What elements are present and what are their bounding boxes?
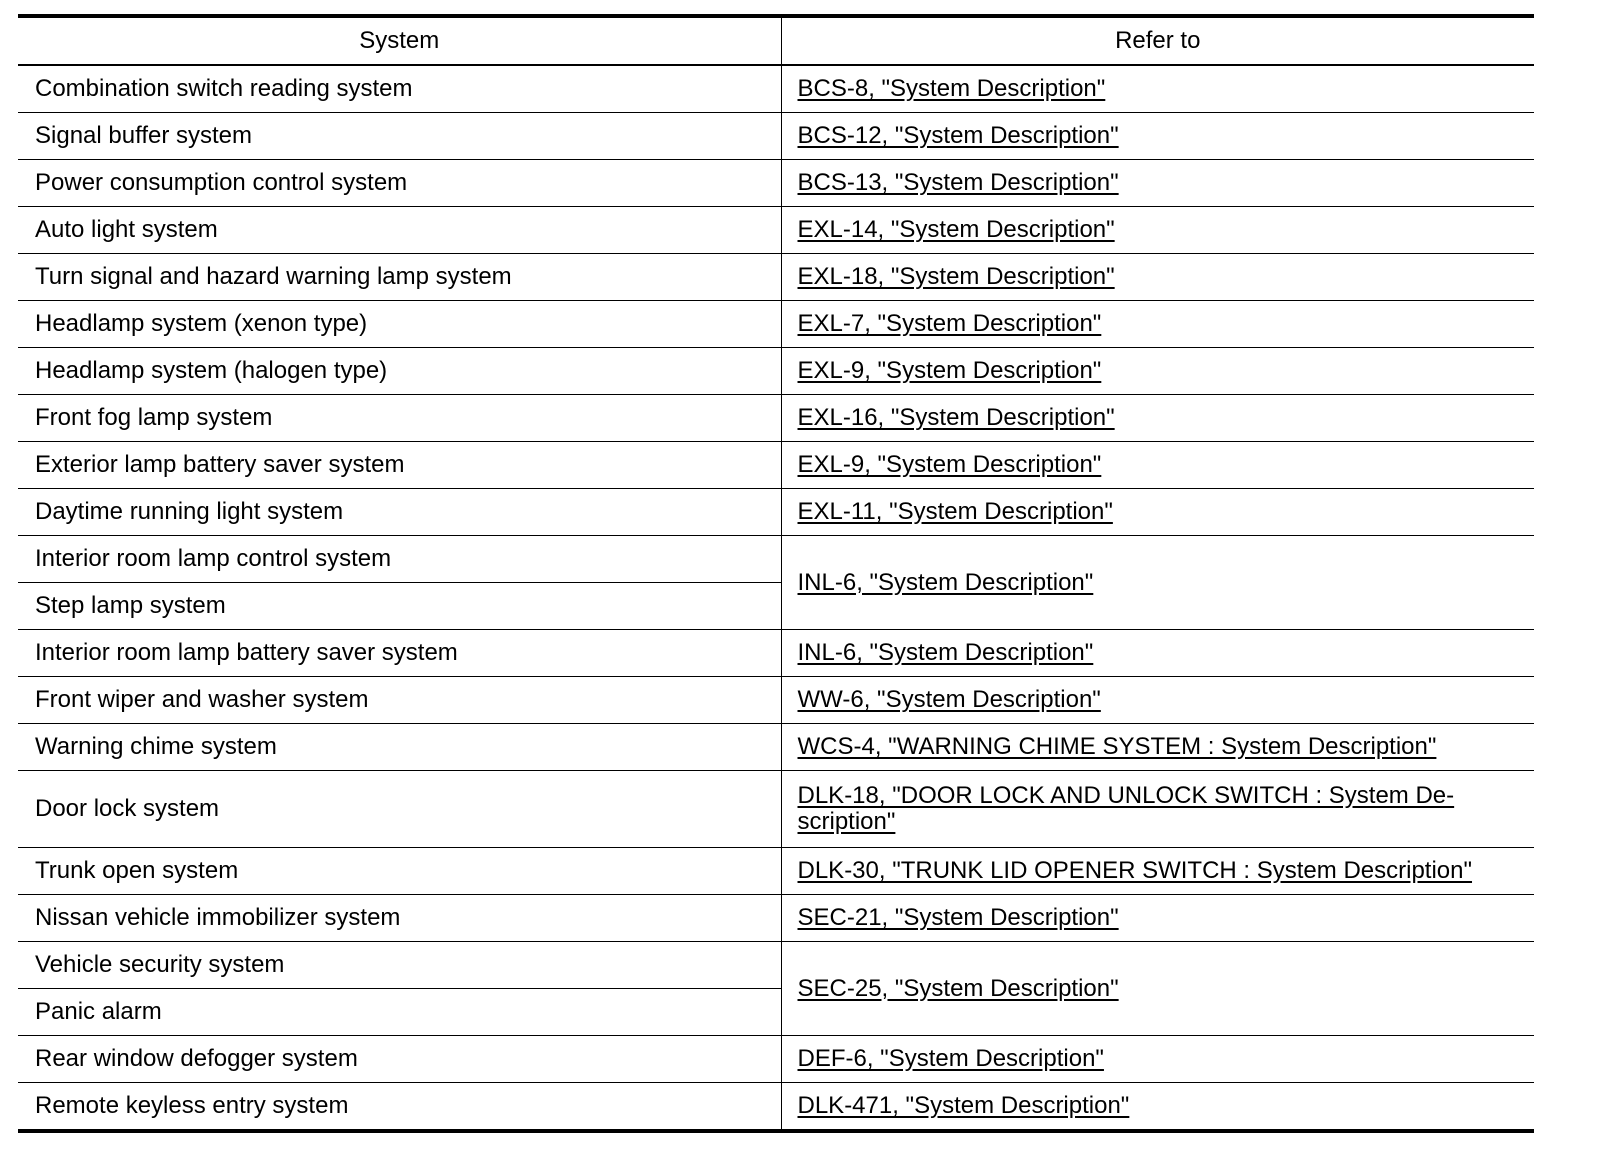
table-row: [18, 848, 1534, 895]
table-row: [18, 65, 1534, 113]
header-refer-to: Refer to: [781, 16, 1534, 65]
reference-link[interactable]: BCS-8, "System Description": [797, 75, 1106, 102]
table-row: [18, 301, 1534, 348]
system-cell: Remote keyless entry system: [18, 1083, 781, 1132]
system-cell: Interior room lamp control system: [18, 536, 781, 583]
refer-cell: [781, 895, 1534, 942]
refer-cell: [781, 1036, 1534, 1083]
refer-cell: [781, 942, 1534, 1036]
table-row: [18, 395, 1534, 442]
refer-cell: [781, 1083, 1534, 1132]
refer-cell: [781, 113, 1534, 160]
reference-link[interactable]: INL-6, "System Description": [797, 639, 1094, 666]
header-row: [18, 16, 1534, 65]
table-row: [18, 1083, 1534, 1132]
refer-cell: [781, 254, 1534, 301]
reference-link[interactable]: WCS-4, "WARNING CHIME SYSTEM : System Description": [797, 733, 1437, 760]
reference-link[interactable]: BCS-13, "System Description": [797, 169, 1119, 196]
system-cell: Headlamp system (halogen type): [18, 348, 781, 395]
refer-cell: [781, 442, 1534, 489]
system-cell: Headlamp system (xenon type): [18, 301, 781, 348]
reference-link[interactable]: EXL-9, "System Description": [797, 357, 1102, 384]
system-cell: Panic alarm: [18, 989, 781, 1036]
header-system: System: [18, 16, 781, 65]
system-cell: Front wiper and washer system: [18, 677, 781, 724]
table-row: [18, 254, 1534, 301]
reference-link[interactable]: SEC-21, "System Description": [797, 904, 1119, 931]
system-reference-table: [18, 14, 1534, 1133]
system-cell: Interior room lamp battery saver system: [18, 630, 781, 677]
reference-link[interactable]: WW-6, "System Description": [797, 686, 1101, 713]
reference-link[interactable]: EXL-14, "System Description": [797, 216, 1115, 243]
table-row: [18, 895, 1534, 942]
reference-link[interactable]: DEF-6, "System Description": [797, 1045, 1104, 1072]
system-cell: Door lock system: [18, 771, 781, 848]
system-cell: Vehicle security system: [18, 942, 781, 989]
table-row: [18, 160, 1534, 207]
reference-link[interactable]: EXL-18, "System Description": [797, 263, 1115, 290]
table-row: [18, 348, 1534, 395]
system-cell: Signal buffer system: [18, 113, 781, 160]
system-cell: Combination switch reading system: [18, 65, 781, 113]
refer-cell: [781, 848, 1534, 895]
refer-cell: [781, 395, 1534, 442]
system-cell: Nissan vehicle immobilizer system: [18, 895, 781, 942]
table-row: [18, 771, 1534, 848]
reference-link[interactable]: SEC-25, "System Description": [797, 974, 1119, 1002]
reference-link[interactable]: EXL-16, "System Description": [797, 404, 1115, 431]
system-cell: Trunk open system: [18, 848, 781, 895]
refer-cell: [781, 771, 1534, 848]
refer-cell: [781, 160, 1534, 207]
table-row: [18, 442, 1534, 489]
refer-cell: [781, 301, 1534, 348]
refer-cell: [781, 724, 1534, 771]
reference-link[interactable]: DLK-471, "System Description": [797, 1092, 1130, 1119]
reference-link[interactable]: BCS-12, "System Description": [797, 122, 1119, 149]
system-cell: Power consumption control system: [18, 160, 781, 207]
table-row: [18, 1036, 1534, 1083]
reference-link[interactable]: DLK-30, "TRUNK LID OPENER SWITCH : System Description": [797, 857, 1473, 884]
table-row: [18, 536, 1534, 583]
refer-cell: [781, 489, 1534, 536]
system-cell: Step lamp system: [18, 583, 781, 630]
system-cell: Exterior lamp battery saver system: [18, 442, 781, 489]
table-row: [18, 207, 1534, 254]
system-cell: Daytime running light system: [18, 489, 781, 536]
reference-link[interactable]: EXL-9, "System Description": [797, 451, 1102, 478]
table-row: [18, 113, 1534, 160]
reference-link[interactable]: INL-6, "System Description": [797, 568, 1094, 596]
table-row: [18, 724, 1534, 771]
table-row: [18, 489, 1534, 536]
reference-link[interactable]: DLK-18, "DOOR LOCK AND UNLOCK SWITCH : System De-scription": [797, 782, 1455, 835]
table-row: [18, 942, 1534, 989]
table-row: [18, 630, 1534, 677]
system-cell: Warning chime system: [18, 724, 781, 771]
reference-link[interactable]: EXL-11, "System Description": [797, 498, 1113, 525]
refer-cell: [781, 630, 1534, 677]
refer-cell: [781, 348, 1534, 395]
refer-cell: [781, 207, 1534, 254]
refer-cell: [781, 65, 1534, 113]
system-cell: Turn signal and hazard warning lamp system: [18, 254, 781, 301]
refer-cell: [781, 536, 1534, 630]
reference-link[interactable]: EXL-7, "System Description": [797, 310, 1102, 337]
system-cell: Front fog lamp system: [18, 395, 781, 442]
table-row: [18, 677, 1534, 724]
system-cell: Rear window defogger system: [18, 1036, 781, 1083]
system-cell: Auto light system: [18, 207, 781, 254]
refer-cell: [781, 677, 1534, 724]
